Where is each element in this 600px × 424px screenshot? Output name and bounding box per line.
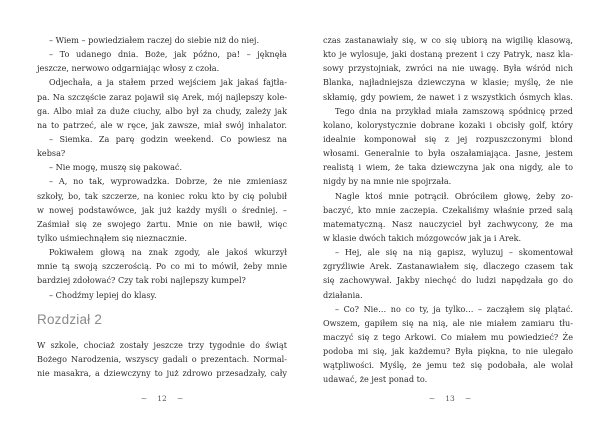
text-line: – Hej, ale się na nią gapisz, wyluzuj – skomentował — [335, 247, 573, 258]
text-line: sowy przystojniak, zwróci na nie uwagę. Była wśród nich — [323, 63, 573, 74]
text-line: Pokiwałem głową na znak zgody, ale jakoś wkurzył — [49, 247, 287, 258]
text-line: szkoły, bo, tak szczerze, na koniec roku kto by cię polubił — [37, 190, 287, 201]
text-line: baczyć, kto mnie zaczepia. Czekaliśmy właśnie przed salą — [323, 204, 573, 215]
left-folio — [122, 394, 202, 404]
text-line: ga. Albo miał za duże ciuchy, albo był za chudy, zależy jak — [37, 105, 287, 116]
text-line: wątpliwości. Myślę, że jemu też się podobała, ale wolał — [323, 360, 573, 371]
text-line: kebsa? — [37, 148, 66, 159]
right-page — [323, 33, 573, 387]
text-line: Bożego Narodzenia, wszyscy gadali o prezentach. Normal- — [37, 353, 287, 364]
text-line: bardziej zdołować? Czy tak robi najlepszy kumpel? — [37, 275, 246, 286]
text-line: tylko uśmiechnąłem się nieznacznie. — [37, 232, 187, 243]
left-text-after-heading — [37, 338, 287, 380]
text-line: pa. Na szczęście zaraz pojawił się Arek, mój najlepszy kole- — [37, 91, 287, 102]
folio-ornament-right-2: ~ — [464, 394, 472, 403]
page-number-right: 13 — [445, 394, 455, 403]
text-line: nigdy by na mnie nie spojrzała. — [323, 176, 452, 187]
chapter-heading: Rozdział 2 — [37, 311, 103, 327]
text-line: – A, no tak, wyprowadzka. Dobrze, że nie zmieniasz — [49, 176, 287, 187]
text-line: kolano, kolorystycznie dobrane kozaki i obcisły golf, który — [323, 119, 573, 130]
text-line: – Co? Nie… no co ty, ja tylko… – zacząłem się plątać. — [335, 303, 573, 314]
text-line: Zaśmiał się ze swojego żartu. Mnie on nie bawił, więc — [37, 218, 287, 229]
text-line: realistą i wiem, że taka dziewczyna jak ona nigdy, ale to — [323, 162, 573, 173]
text-line: Blanka, najładniejsza dziewczyna w klasie; myślę, że nie — [323, 77, 573, 88]
text-line: mnie tą swoją szczerością. Po co mi to mówił, żeby mnie — [37, 261, 287, 272]
text-line: matematyczną. Nasz nauczyciel był zachwycony, że ma — [323, 218, 573, 229]
text-line: włosami. Generalnie to była oszałamiająca. Jasne, jestem — [323, 148, 573, 159]
right-text-body — [323, 33, 573, 387]
folio-ornament-left-2: ~ — [176, 394, 184, 403]
page-number-left: 12 — [157, 394, 167, 403]
text-line: – Wiem – powiedziałem raczej do siebie niż do niej. — [49, 35, 260, 45]
text-line: w nowej podstawówce, jak już każdy myśli o średniej. – — [37, 204, 287, 215]
text-line: nie masakra, a dziewczyny to już zdrowo przesadzały, cały — [37, 367, 287, 378]
text-line: idealnie komponował się z jej rozpuszczonymi blond — [323, 133, 573, 144]
text-line: – Nie mogę, muszę się pakować. — [49, 162, 183, 173]
text-line: – To udanego dnia. Boże, jak późno, pa! – jęknęła — [49, 49, 287, 60]
text-line: podoba mi się, jak każdemu? Była piękna, to nie ulegało — [323, 346, 573, 357]
text-line: – Siemka. Za parę godzin weekend. Co powiesz na — [49, 133, 287, 144]
text-line: się zachowywał. Jakby niechęć do ludzi napędzała go do — [323, 275, 573, 286]
text-line: Owszem, gapiłem się na nią, ale nie miałem zamiaru tłu- — [323, 317, 573, 328]
folio-ornament-left: ~ — [140, 394, 148, 403]
text-line: Odjechała, a ja stałem przed wejściem jak jakaś fajtła- — [49, 77, 287, 88]
text-line: – Chodźmy lepiej do klasy. — [49, 289, 157, 300]
text-line: Tego dnia na przykład miała zamszową spódnicę przed — [335, 105, 573, 116]
text-line: Nagle ktoś mnie potrącił. Obróciłem głowę, żeby zo- — [335, 190, 573, 201]
left-page — [37, 33, 287, 380]
text-line: czas zastanawiały się, w co się ubiorą na wigilię klasową, — [323, 35, 573, 45]
text-line: w klasie dwóch takich mózgowców jak ja i Arek. — [323, 232, 522, 243]
text-line: na to patrzeć, ale w ręce, jak zawsze, miał swój inhalator. — [37, 119, 287, 130]
text-line: jeszcze, nerwowo odgarniając włosy z czoła. — [37, 63, 220, 74]
text-line: skłamię, gdy powiem, że nawet i z wszystkich ósmych klas. — [323, 91, 573, 102]
text-line: kto je wylosuje, jaki dostaną prezent i czy Patryk, nasz kla- — [323, 49, 573, 60]
left-text-before-heading — [37, 33, 287, 302]
text-line: maczyć się z tego Arkowi. Co miałem mu powiedzieć? Że — [323, 331, 573, 342]
folio-ornament-right: ~ — [428, 394, 436, 403]
text-line: udawać, że jest ponad to. — [323, 374, 428, 385]
text-line: W szkole, chociaż zostały jeszcze trzy tygodnie do świąt — [37, 339, 287, 350]
text-line: zgryźliwie Arek. Zastanawiałem się, dlaczego czasem tak — [323, 261, 573, 272]
text-line: działania. — [323, 289, 363, 300]
right-folio — [410, 394, 490, 404]
